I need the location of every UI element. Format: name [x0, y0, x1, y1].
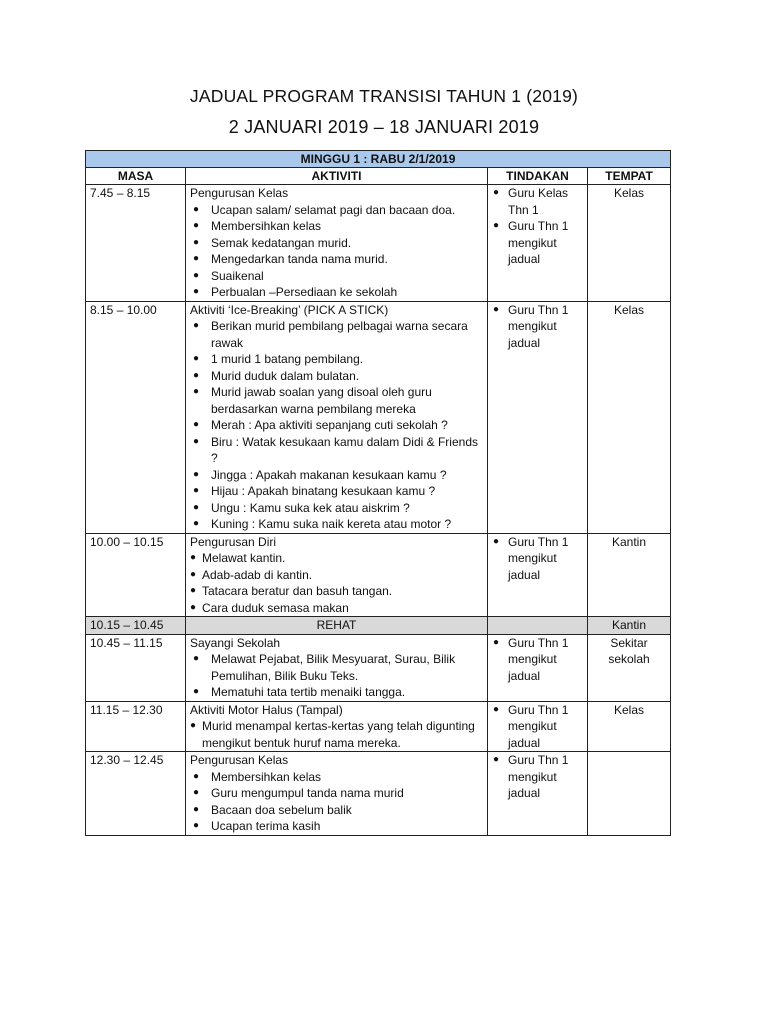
list-item: ● Bacaan doa sebelum balik — [191, 802, 483, 819]
aktiviti-cell — [186, 752, 488, 836]
list-item: ● Biru : Watak kesukaan kamu dalam Didi & Friends ? — [191, 434, 483, 467]
list-item: ● Melawat kantin. — [190, 550, 483, 567]
table-row — [86, 185, 671, 302]
list-item: ● Membersihkan kelas — [191, 769, 483, 786]
aktiviti-cell — [186, 301, 488, 533]
header-tempat: TEMPAT — [588, 168, 671, 185]
tempat-cell: Kelas — [588, 701, 671, 752]
aktiviti-title: Aktiviti ‘Ice-Breaking’ (PICK A STICK) — [190, 302, 389, 317]
table-row — [86, 301, 671, 533]
aktiviti-title: Pengurusan Kelas — [190, 186, 289, 200]
aktiviti-cell — [186, 701, 488, 752]
masa-cell: 10.00 – 10.15 — [86, 533, 186, 617]
tempat-cell: Kelas — [588, 301, 671, 533]
list-item: ● Ungu : Kamu suka kek atau aiskrim ? — [191, 500, 483, 517]
table-row — [86, 533, 671, 617]
list-item: ● Mengedarkan tanda nama murid. — [191, 251, 483, 268]
list-item: ● Murid duduk dalam bulatan. — [191, 368, 483, 385]
masa-cell: 7.45 – 8.15 — [86, 185, 186, 302]
aktiviti-cell — [186, 533, 488, 617]
aktiviti-title: Pengurusan Kelas — [190, 753, 289, 767]
list-item: ● Guru Thn 1 mengikut jadual — [492, 218, 583, 268]
tindakan-cell — [488, 185, 588, 302]
tempat-cell: Kelas — [588, 185, 671, 302]
document-title: JADUAL PROGRAM TRANSISI TAHUN 1 (2019) — [189, 86, 579, 106]
aktiviti-cell — [186, 185, 488, 302]
list-item: ● Suaikenal — [191, 268, 483, 285]
tempat-cell: Kantin — [588, 617, 671, 635]
list-item: ● Guru Thn 1 mengikut jadual — [492, 635, 583, 685]
tindakan-list — [492, 534, 583, 584]
rehat-row — [86, 617, 671, 635]
tindakan-cell — [488, 634, 588, 701]
tindakan-list — [492, 635, 583, 685]
week-label: MINGGU 1 : RABU 2/1/2019 — [86, 151, 671, 168]
schedule-table — [85, 150, 671, 836]
aktiviti-list — [190, 202, 483, 301]
aktiviti-cell — [186, 634, 488, 701]
table-row — [86, 634, 671, 701]
masa-cell: 10.45 – 11.15 — [86, 634, 186, 701]
rehat-label: REHAT — [186, 617, 488, 635]
aktiviti-title: Pengurusan Diri — [190, 534, 277, 549]
list-item: ● Guru Kelas Thn 1 — [492, 185, 583, 218]
tempat-cell: Sekitar sekolah — [588, 634, 671, 701]
tempat-cell: Kantin — [588, 533, 671, 617]
list-item: ● Guru Thn 1 mengikut jadual — [492, 534, 583, 584]
list-item: ● Guru Thn 1 mengikut jadual — [492, 752, 583, 802]
list-item: ● Jingga : Apakah makanan kesukaan kamu ? — [191, 467, 483, 484]
tindakan-cell — [488, 701, 588, 752]
tempat-cell — [588, 752, 671, 836]
tindakan-list — [492, 752, 583, 802]
list-item: ● Guru Thn 1 mengikut jadual — [492, 302, 583, 352]
list-item: ● Perbualan –Persediaan ke sekolah — [191, 284, 483, 301]
list-item: ● Berikan murid pembilang pelbagai warna secara rawak — [191, 318, 483, 351]
aktiviti-list — [190, 651, 483, 701]
table-row — [86, 701, 671, 752]
aktiviti-list — [190, 550, 483, 616]
list-item: ● Murid menampal kertas-kertas yang telah digunting mengikut bentuk huruf nama mereka. — [190, 718, 483, 751]
column-header-row — [86, 168, 671, 185]
masa-cell: 12.30 – 12.45 — [86, 752, 186, 836]
list-item: ● Kuning : Kamu suka naik kereta atau motor ? — [191, 516, 483, 533]
list-item: ● Ucapan terima kasih — [191, 818, 483, 835]
aktiviti-list — [190, 769, 483, 835]
list-item: ● 1 murid 1 batang pembilang. — [191, 351, 483, 368]
list-item: ● Guru Thn 1 mengikut jadual — [492, 702, 583, 752]
tindakan-list — [492, 302, 583, 352]
list-item: ● Semak kedatangan murid. — [191, 235, 483, 252]
aktiviti-list — [190, 718, 483, 751]
document-date-range: 2 JANUARI 2019 – 18 JANUARI 2019 — [228, 117, 540, 137]
tindakan-cell — [488, 752, 588, 836]
list-item: ● Adab-adab di kantin. — [190, 567, 483, 584]
list-item: ● Tatacara beratur dan basuh tangan. — [190, 583, 483, 600]
masa-cell: 8.15 – 10.00 — [86, 301, 186, 533]
table-row — [86, 752, 671, 836]
list-item: ● Ucapan salam/ selamat pagi dan bacaan doa. — [191, 202, 483, 219]
tindakan-list — [492, 702, 583, 752]
header-masa: MASA — [86, 168, 186, 185]
tindakan-cell — [488, 533, 588, 617]
aktiviti-title: Sayangi Sekolah — [190, 635, 281, 650]
list-item: ● Hijau : Apakah binatang kesukaan kamu ? — [191, 483, 483, 500]
list-item: ● Mematuhi tata tertib menaiki tangga. — [191, 684, 483, 701]
list-item: ● Cara duduk semasa makan — [190, 600, 483, 617]
masa-cell: 11.15 – 12.30 — [86, 701, 186, 752]
header-tindakan: TINDAKAN — [488, 168, 588, 185]
tindakan-cell — [488, 301, 588, 533]
list-item: ● Merah : Apa aktiviti sepanjang cuti sekolah ? — [191, 417, 483, 434]
list-item: ● Guru mengumpul tanda nama murid — [191, 785, 483, 802]
list-item: ● Murid jawab soalan yang disoal oleh guru berdasarkan warna pembilang mereka — [191, 384, 483, 417]
header-aktiviti: AKTIVITI — [186, 168, 488, 185]
tindakan-cell — [488, 617, 588, 635]
aktiviti-title: Aktiviti Motor Halus (Tampal) — [190, 702, 343, 717]
week-header-row — [86, 151, 671, 168]
list-item: ● Membersihkan kelas — [191, 218, 483, 235]
masa-cell: 10.15 – 10.45 — [86, 617, 186, 635]
tindakan-list — [492, 185, 583, 268]
list-item: ● Melawat Pejabat, Bilik Mesyuarat, Surau, Bilik Pemulihan, Bilik Buku Teks. — [191, 651, 483, 684]
aktiviti-list — [190, 318, 483, 533]
